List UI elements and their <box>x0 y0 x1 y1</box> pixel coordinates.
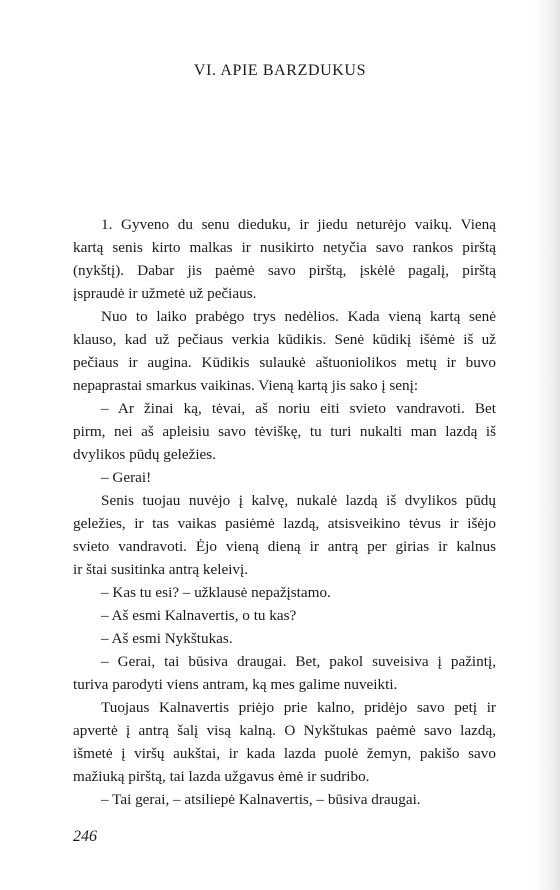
text-line: – Gerai! <box>101 469 152 486</box>
text-line: mažiuką pirštą, tai lazda užgavus ėmė ir sudribo. <box>73 768 370 785</box>
text-line: – Aš esmi Nykštukas. <box>101 630 233 647</box>
text-line: išmetė į viršų aukštai, ir kada lazda puolė žemyn, pakišo savo <box>73 745 496 762</box>
text-line: Tuojaus Kalnavertis priėjo prie kalno, pridėjo savo petį ir <box>101 699 496 716</box>
text-line: Senis tuojau nuvėjo į kalvę, nukalė lazdą iš dvylikos pūdų <box>101 492 496 509</box>
body-text <box>73 213 496 811</box>
text-line: klauso, kad už pečiaus verkia kūdikis. Senė kūdikį išėmė iš už <box>73 331 496 348</box>
text-line: – Ar žinai ką, tėvai, aš noriu eiti svieto vandravoti. Bet <box>101 400 496 417</box>
text-line: turiva parodyti viens antram, ką mes galime nuveikti. <box>73 676 398 693</box>
text-line: 1. Gyveno du senu dieduku, ir jiedu neturėjo vaikų. Vieną <box>101 216 496 233</box>
text-line: kartą senis kirto malkas ir nusikirto netyčia savo rankos pirštą <box>73 239 496 256</box>
text-line: Nuo to laiko prabėgo trys nedėlios. Kada vieną kartą senė <box>101 308 496 325</box>
text-line: pirm, nei aš apleisiu savo tėviškę, tu turi nukalti man lazdą iš <box>73 423 496 440</box>
text-line: įspraudė ir užmetė už pečiaus. <box>73 285 257 302</box>
text-line: – Aš esmi Kalnavertis, o tu kas? <box>101 607 297 624</box>
text-line: svieto vandravoti. Ėjo vieną dieną ir antrą per girias ir kalnus <box>73 538 496 555</box>
text-line: pečiaus ir augina. Kūdikis sulaukė aštuoniolikos metų ir buvo <box>73 354 496 371</box>
text-line: ir štai susitinka antrą keleivį. <box>73 561 249 578</box>
text-line: dvylikos pūdų geležies. <box>73 446 216 463</box>
text-line: – Kas tu esi? – užklausė nepažįstamo. <box>101 584 331 601</box>
text-line: apvertė į antrą šalį visą kalną. O Nykštukas paėmė savo lazdą, <box>73 722 496 739</box>
text-line: – Gerai, tai būsiva draugai. Bet, pakol suveisiva į pažintį, <box>101 653 496 670</box>
text-line: nepaprastai smarkus vaikinas. Vieną kartą jis sako į senį: <box>73 377 419 394</box>
chapter-title: VI. APIE BARZDUKUS <box>193 62 367 79</box>
text-line: geležies, ir tas vaikas pasiėmė lazdą, atsisveikino tėvus ir išėjo <box>73 515 496 532</box>
page-edge-shadow <box>534 0 560 890</box>
page-number: 246 <box>73 828 97 845</box>
text-line: – Tai gerai, – atsiliepė Kalnavertis, – būsiva draugai. <box>101 791 421 808</box>
text-line: (nykštį). Dabar jis paėmė savo pirštą, įskėlė pagalį, pirštą <box>73 262 496 279</box>
